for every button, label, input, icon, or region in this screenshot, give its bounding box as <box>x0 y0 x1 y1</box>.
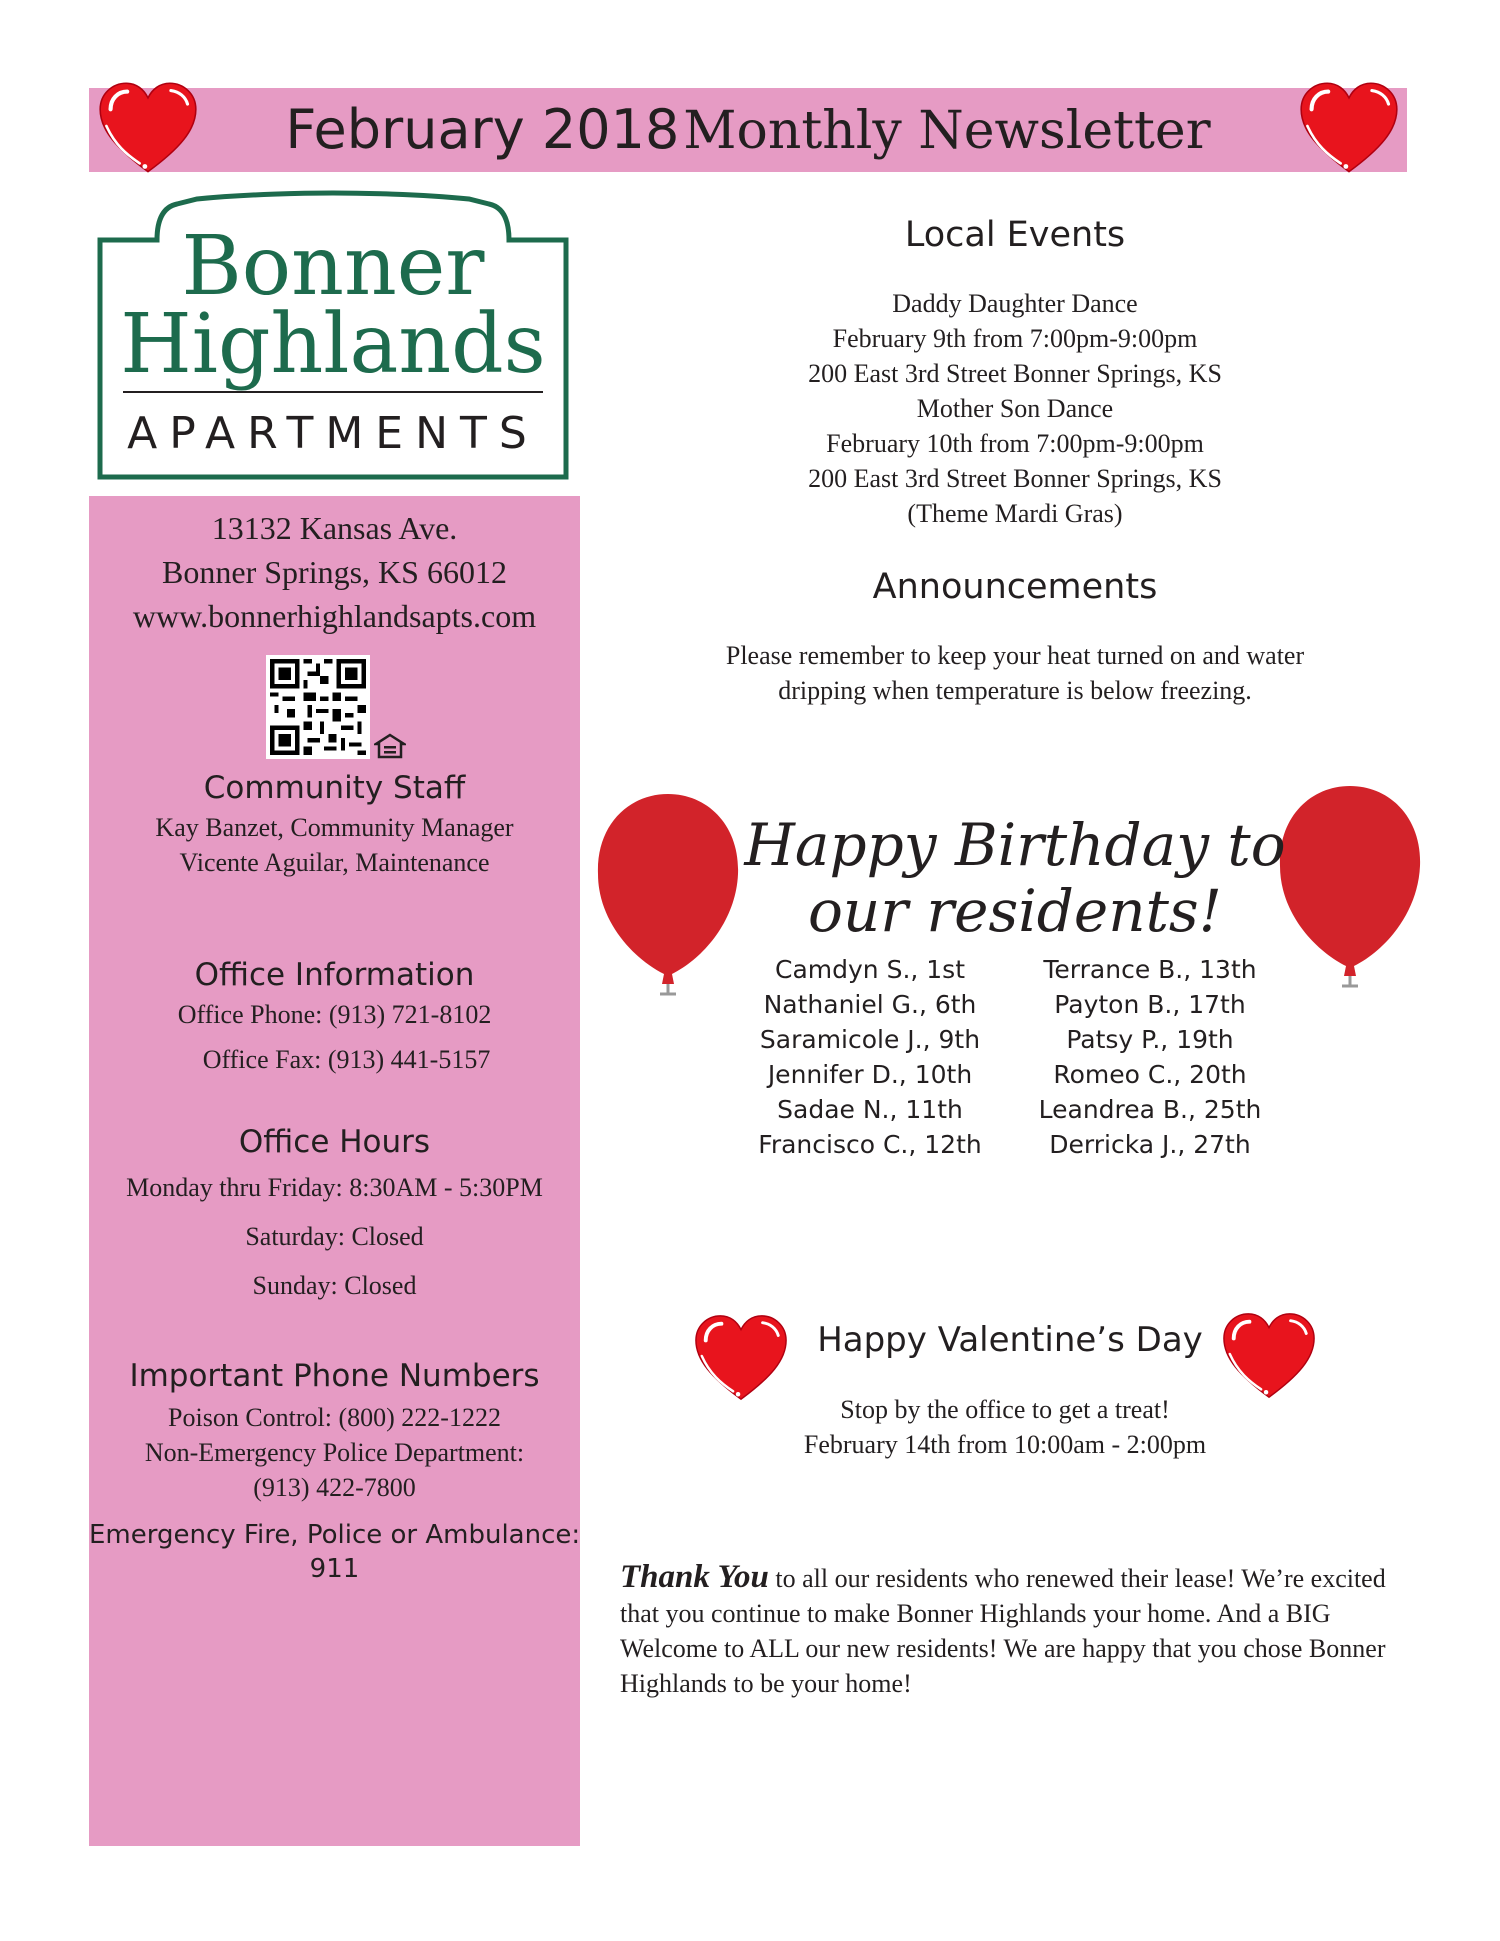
event-line: 200 East 3rd Street Bonner Springs, KS <box>808 464 1222 493</box>
office-info-heading: Office Information <box>194 957 475 993</box>
phone-numbers-heading: Important Phone Numbers <box>129 1358 540 1394</box>
title-label: Monthly Newsletter <box>683 101 1211 161</box>
announcement-line: dripping when temperature is below freezing. <box>778 676 1252 705</box>
announcement-line: Please remember to keep your heat turned on and water <box>725 641 1305 670</box>
address-street: 13132 Kansas Ave. <box>211 510 458 546</box>
list-item: Francisco C., 12th <box>758 1130 982 1159</box>
list-item: Derricka J., 27th <box>1049 1130 1251 1159</box>
staff-heading: Community Staff <box>203 770 466 806</box>
birthday-list-right <box>1020 952 1280 1162</box>
valentine-heading: Happy Valentine’s Day <box>817 1320 1203 1360</box>
list-item: Nathaniel G., 6th <box>763 990 977 1019</box>
birthday-title-line1: Happy Birthday to <box>744 811 1286 879</box>
list-item: Payton B., 17th <box>1054 990 1246 1019</box>
list-item: Saramicole J., 9th <box>759 1025 981 1054</box>
office-hours-heading: Office Hours <box>238 1124 431 1160</box>
hours-sunday: Sunday: Closed <box>252 1271 417 1300</box>
hours-saturday: Saturday: Closed <box>245 1222 424 1251</box>
logo-highlands: Highlands <box>120 297 546 392</box>
event-line: Daddy Daughter Dance <box>892 289 1138 318</box>
thank-you-lead: Thank You <box>620 1559 769 1595</box>
office-phone[interactable]: Office Phone: (913) 721-8102 <box>177 1000 492 1029</box>
event-line: February 10th from 7:00pm-9:00pm <box>826 429 1204 458</box>
birthday-list-left <box>740 952 1000 1162</box>
address-city: Bonner Springs, KS 66012 <box>162 554 507 590</box>
title-date: February 2018 <box>285 98 680 161</box>
local-events-heading: Local Events <box>904 215 1126 255</box>
list-item: Sadae N., 11th <box>777 1095 963 1124</box>
list-item: Patsy P., 19th <box>1066 1025 1234 1054</box>
emergency-label: Emergency Fire, Police or Ambulance: <box>89 1520 581 1550</box>
equal-housing-icon <box>374 733 406 759</box>
list-item: Camdyn S., 1st <box>774 955 966 984</box>
logo-bonner: Bonner <box>181 219 485 314</box>
list-item: Leandrea B., 25th <box>1038 1095 1262 1124</box>
valentine-line: Stop by the office to get a treat! <box>840 1395 1170 1424</box>
announcements-heading: Announcements <box>872 567 1158 607</box>
qr-code-icon[interactable] <box>266 655 370 759</box>
office-fax: Office Fax: (913) 441-5157 <box>202 1045 491 1074</box>
heart-icon <box>96 80 200 176</box>
poison-control: Poison Control: (800) 222-1222 <box>168 1403 501 1432</box>
event-line: (Theme Mardi Gras) <box>907 499 1123 528</box>
newsletter-title <box>89 88 1407 172</box>
list-item: Romeo C., 20th <box>1053 1060 1247 1089</box>
staff-maintenance: Vicente Aguilar, Maintenance <box>179 848 490 877</box>
logo-apartments: APARTMENTS <box>127 408 539 459</box>
thank-you-paragraph <box>620 1560 1410 1701</box>
birthday-title-line2: our residents! <box>808 877 1222 945</box>
event-line: Mother Son Dance <box>916 394 1114 423</box>
police-label: Non-Emergency Police Department: <box>144 1438 525 1467</box>
list-item: Terrance B., 13th <box>1043 955 1257 984</box>
heart-icon <box>1297 80 1401 176</box>
police-number: (913) 422-7800 <box>253 1473 416 1502</box>
hours-weekdays: Monday thru Friday: 8:30AM - 5:30PM <box>126 1173 543 1202</box>
emergency-number: 911 <box>309 1554 360 1584</box>
website-link[interactable]: www.bonnerhighlandsapts.com <box>132 598 537 634</box>
event-line: February 9th from 7:00pm-9:00pm <box>832 324 1198 353</box>
staff-manager: Kay Banzet, Community Manager <box>155 813 514 842</box>
event-line: 200 East 3rd Street Bonner Springs, KS <box>808 359 1222 388</box>
list-item: Jennifer D., 10th <box>767 1060 973 1089</box>
valentine-line: February 14th from 10:00am - 2:00pm <box>803 1430 1207 1459</box>
thank-you-text: to all our residents who renewed their lease! We’re excited that you continue to make Bonner Highlands your home. And a BIG Welcome to ALL our new residents! We are happy that you chose Bonner Highlands to be your home! <box>620 1564 1386 1698</box>
